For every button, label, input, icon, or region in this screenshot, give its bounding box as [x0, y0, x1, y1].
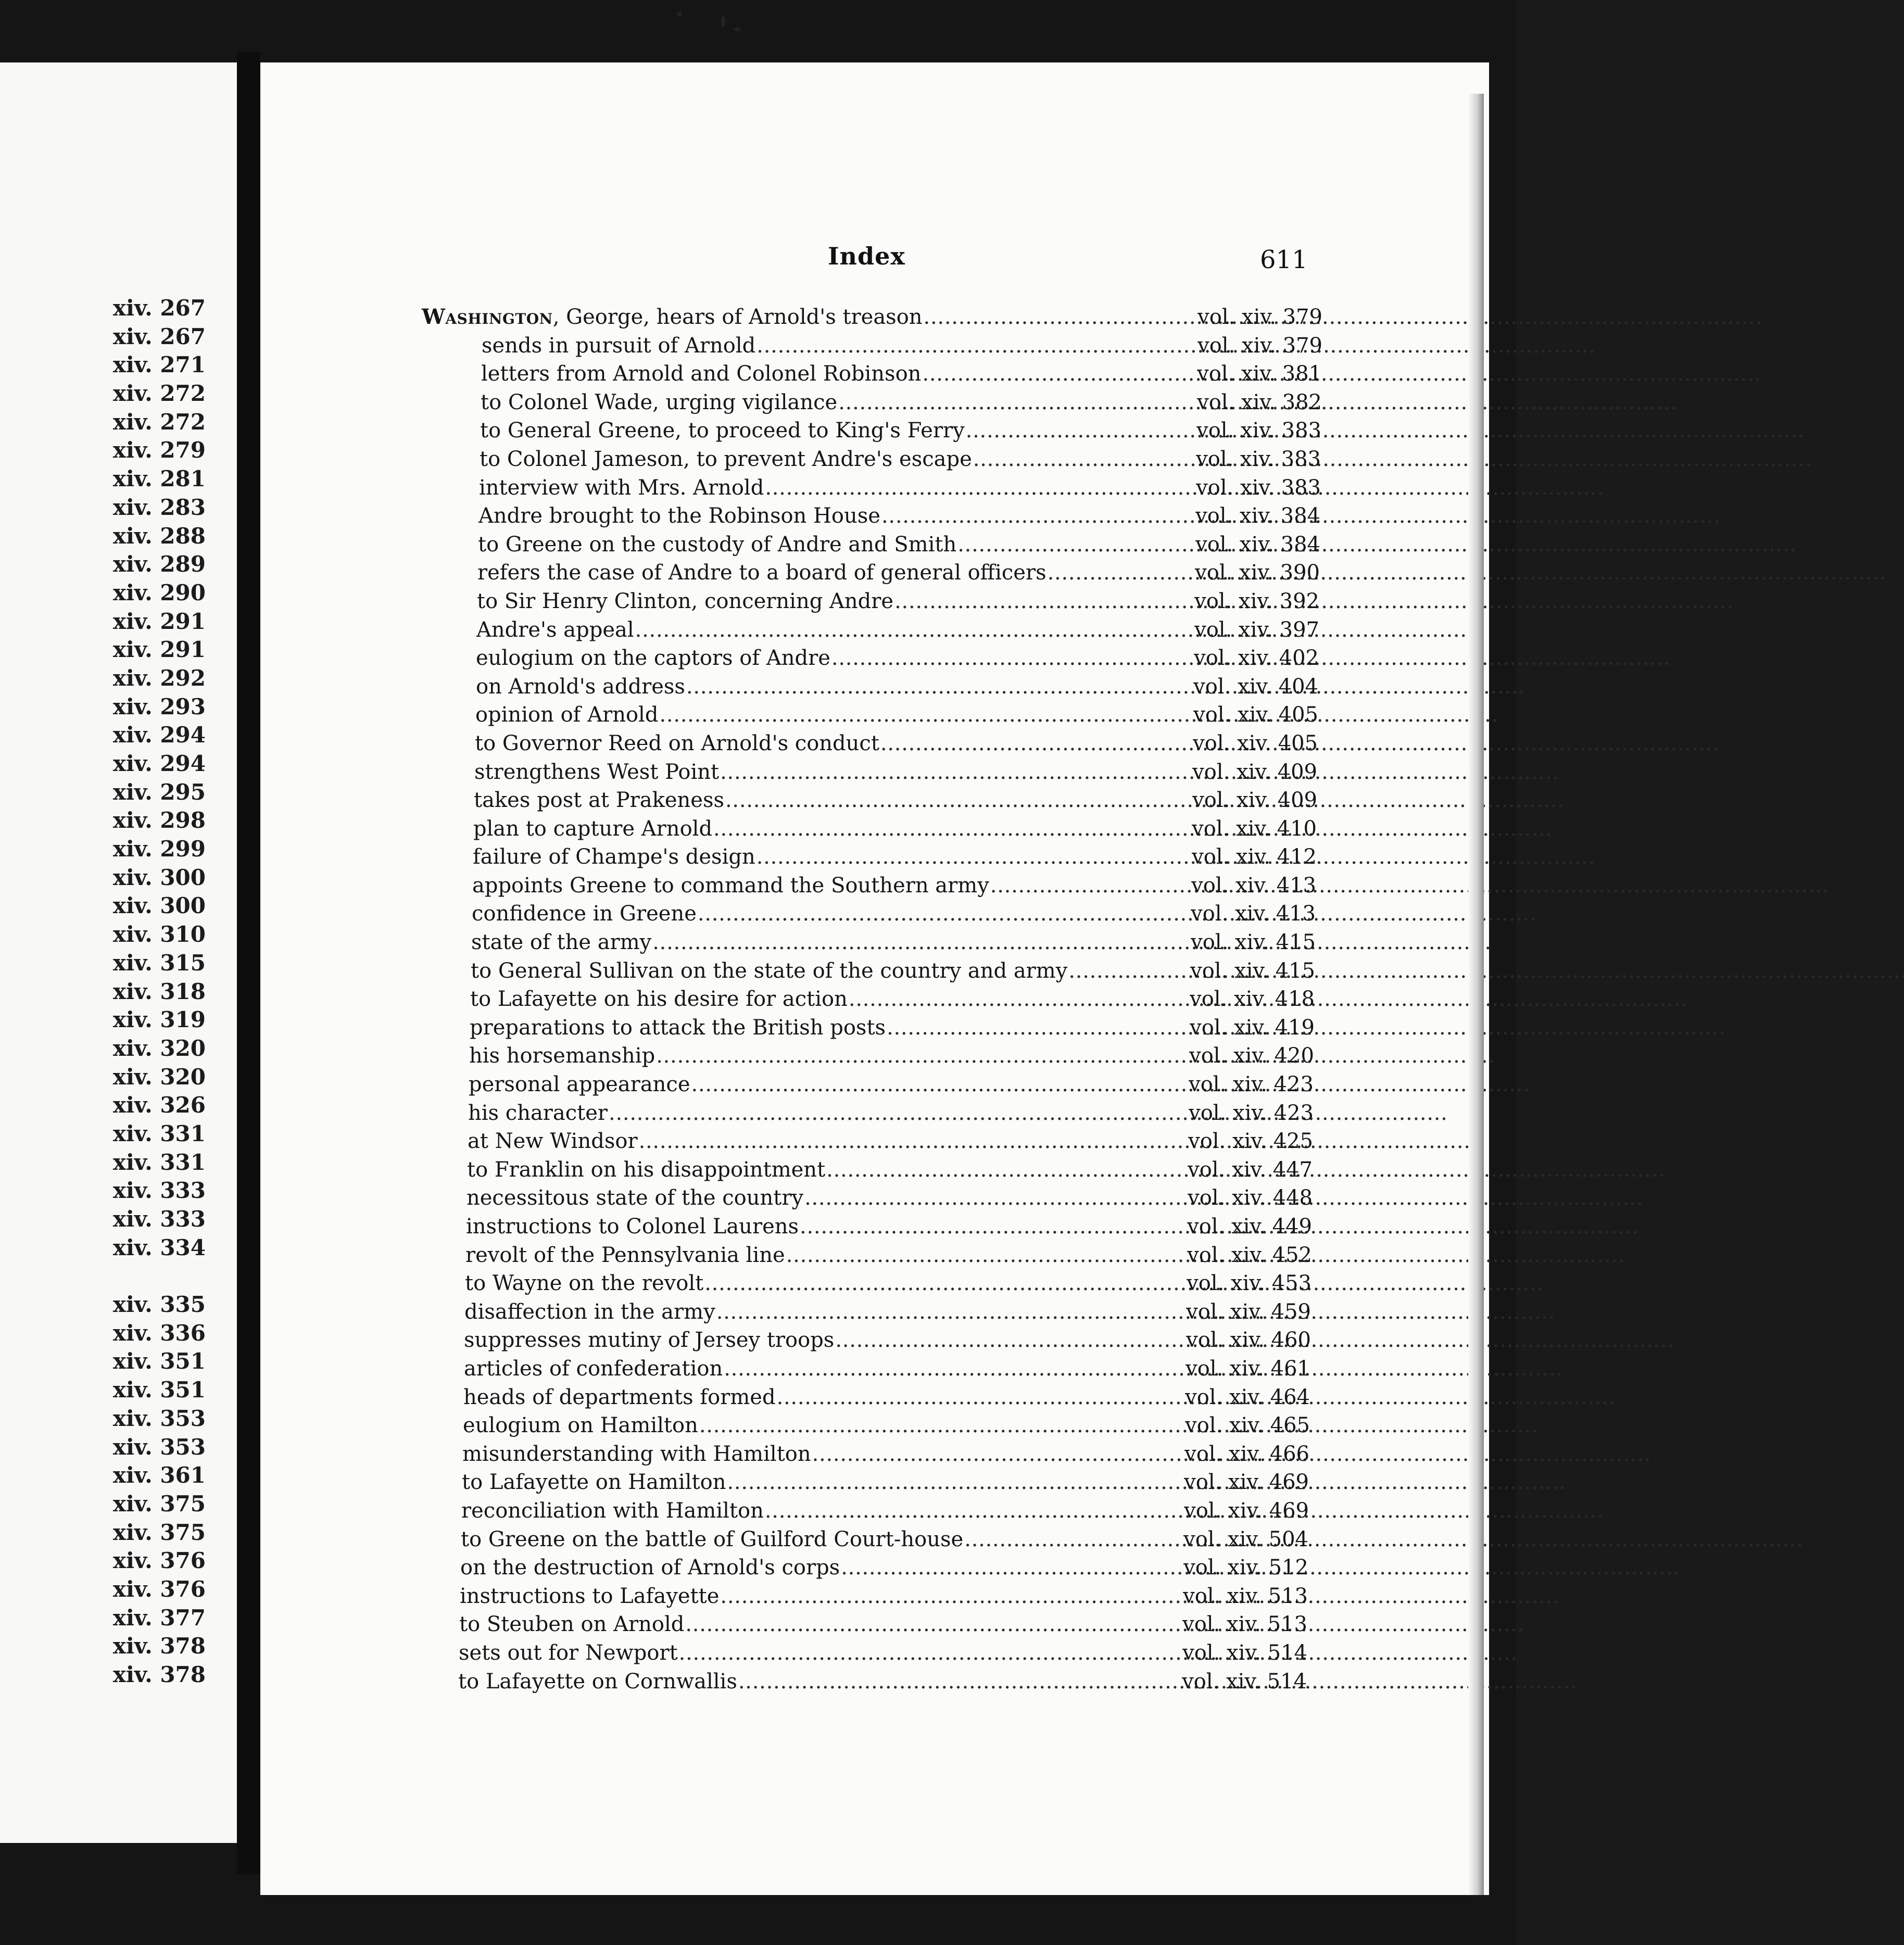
dot-leader [720, 1582, 1182, 1611]
left-page-entry: xiv. 299 [112, 836, 206, 862]
index-body [260, 303, 1489, 1696]
volume-reference: vol. xiv. 461 [1186, 1356, 1310, 1381]
index-entry [260, 360, 1322, 388]
volume-reference: vol. xiv. 392 [1194, 589, 1319, 613]
dot-leader [765, 1497, 1183, 1525]
right-page [260, 62, 1489, 1895]
index-entry-label: articles of confederation [464, 1356, 723, 1381]
index-entry-label: personal appearance [469, 1072, 690, 1097]
index-entry [260, 1298, 1311, 1327]
index-entry [260, 957, 1315, 986]
index-entry-label: on Arnold's address [476, 674, 685, 699]
scan-speck [721, 16, 725, 27]
volume-reference: vol. xiv. 383 [1196, 475, 1321, 500]
left-page-entry: xiv. 300 [112, 864, 206, 890]
left-page-entry: xiv. 333 [112, 1206, 206, 1232]
volume-reference: vol. xiv. 379 [1197, 333, 1322, 358]
dot-leader [727, 1468, 1183, 1497]
dot-leader [609, 1099, 1188, 1128]
heading-rest: , George, hears of Arnold's treason [552, 305, 923, 329]
index-entry-label: failure of Champe's design [473, 845, 755, 869]
volume-reference: vol. xiv. 402 [1194, 646, 1319, 671]
left-page-entry: xiv. 289 [112, 551, 206, 577]
volume-reference: vol. xiv. 469 [1184, 1470, 1309, 1495]
volume-reference: vol. xiv. 513 [1183, 1584, 1308, 1608]
left-page-entry: xiv. 298 [112, 807, 206, 833]
dot-leader [880, 729, 1192, 758]
left-page-entry: xiv. 336 [112, 1320, 206, 1346]
dot-leader [894, 587, 1193, 616]
dot-leader [849, 985, 1189, 1014]
left-page-entry: xiv. 291 [112, 637, 206, 663]
index-entry [260, 616, 1319, 645]
index-entry [260, 1156, 1313, 1184]
left-page-entry: xiv. 335 [112, 1292, 206, 1318]
index-entry-label: eulogium on Hamilton [463, 1413, 698, 1438]
index-entry-label: preparations to attack the British posts [470, 1015, 886, 1040]
volume-reference: vol. xiv. 459 [1186, 1299, 1311, 1324]
volume-reference: vol. xiv. 415 [1190, 958, 1315, 983]
dot-leader [966, 416, 1195, 445]
volume-reference: vol. xiv. 415 [1191, 930, 1316, 955]
volume-reference: vol. xiv. 464 [1185, 1385, 1310, 1409]
index-entry-label: eulogium on the captors of Andre [476, 646, 830, 671]
volume-reference: vol. xiv. 453 [1187, 1271, 1312, 1296]
index-entry-label: necessitous state of the country [466, 1186, 804, 1210]
index-entry-label: to Sir Henry Clinton, concerning Andre [477, 589, 894, 613]
volume-reference: vol. xiv. 405 [1193, 703, 1318, 727]
index-entry-label: sets out for Newport [459, 1640, 678, 1665]
index-entry [260, 1184, 1313, 1213]
volume-reference: vol. xiv. 465 [1185, 1413, 1310, 1438]
left-page-entry: xiv. 315 [112, 950, 206, 976]
volume-reference: vol. xiv. 425 [1188, 1129, 1313, 1154]
volume-reference: vol. xiv. 420 [1189, 1044, 1314, 1068]
dot-leader [973, 445, 1195, 474]
left-page-entry: xiv. 377 [112, 1605, 206, 1631]
dot-leader [685, 1610, 1181, 1639]
index-entry [260, 673, 1318, 701]
index-entry [260, 587, 1319, 616]
volume-reference: vol. xiv. 504 [1183, 1527, 1308, 1551]
left-page-entry: xiv. 378 [112, 1662, 206, 1687]
left-page-entry: xiv. 318 [112, 978, 206, 1004]
dot-leader [835, 1326, 1185, 1355]
dot-leader [639, 1127, 1188, 1156]
index-entry-label: disaffection in the army [464, 1299, 715, 1324]
index-entry-label: Andre's appeal [476, 617, 634, 642]
index-entry [260, 843, 1317, 872]
volume-reference: vol. xiv. 513 [1182, 1612, 1307, 1637]
left-page-entry: xiv. 271 [112, 352, 206, 378]
index-entry [260, 701, 1318, 729]
index-heading-entry [260, 303, 1322, 332]
index-entry [260, 1497, 1309, 1525]
left-page [0, 62, 237, 1843]
dot-leader [756, 843, 1191, 872]
index-entry [260, 928, 1316, 957]
heading-name: Washington [422, 305, 553, 329]
index-entry [260, 1610, 1307, 1639]
index-entry-label: heads of departments formed [463, 1385, 776, 1409]
dot-leader [659, 701, 1192, 729]
index-entry [260, 1127, 1313, 1156]
dot-leader [679, 1639, 1181, 1668]
index-entry-label: revolt of the Pennsylvania line [465, 1243, 785, 1267]
index-entry-label: to General Sullivan on the state of the country and army [471, 958, 1068, 983]
dot-leader [724, 1355, 1184, 1383]
dot-leader [786, 1241, 1186, 1270]
volume-reference: vol. xiv. 413 [1191, 873, 1316, 898]
index-entry [260, 815, 1317, 843]
index-entry [260, 786, 1317, 815]
index-entry [260, 1355, 1310, 1383]
volume-reference: vol. xiv. 409 [1192, 788, 1317, 813]
left-page-entry: xiv. 272 [112, 381, 206, 407]
index-entry [260, 1014, 1315, 1042]
index-entry-label: opinion of Arnold [475, 703, 659, 727]
volume-reference: vol. xiv. 466 [1184, 1442, 1309, 1466]
index-entry [260, 729, 1318, 758]
dot-leader [957, 531, 1194, 559]
volume-reference: vol. xiv. 447 [1188, 1157, 1313, 1182]
left-page-entry: xiv. 293 [112, 693, 206, 719]
index-entry-label: to Governor Reed on Arnold's conduct [475, 731, 879, 755]
volume-reference: vol. xiv. 452 [1187, 1243, 1312, 1267]
left-page-entry: xiv. 267 [112, 323, 206, 349]
index-entry [260, 559, 1320, 587]
page-title: Index [828, 242, 905, 270]
left-page-entry: xiv. 375 [112, 1491, 206, 1517]
dot-leader [725, 786, 1191, 815]
index-entry [260, 1042, 1314, 1070]
index-entry-label: misunderstanding with Hamilton [462, 1442, 811, 1466]
left-page-entry: xiv. 353 [112, 1434, 206, 1460]
left-page-entry: xiv. 267 [112, 295, 206, 321]
volume-reference: vol. xiv. 381 [1197, 362, 1322, 386]
dot-leader [713, 815, 1191, 843]
dot-leader [716, 1298, 1185, 1327]
index-entry [260, 1383, 1310, 1412]
left-page-entry: xiv. 294 [112, 722, 206, 748]
index-entry [260, 644, 1319, 673]
volume-reference: vol. xiv. 405 [1193, 731, 1318, 755]
dot-leader [698, 900, 1190, 928]
index-entry [260, 1241, 1312, 1270]
left-page-entry: xiv. 319 [112, 1007, 206, 1033]
volume-reference: vol. xiv. 514 [1182, 1669, 1307, 1694]
index-entry-label: Andre brought to the Robinson House [478, 504, 880, 528]
left-page-entry: xiv. 281 [112, 466, 206, 492]
dot-leader [922, 360, 1196, 388]
dot-leader [756, 332, 1196, 360]
left-page-entry: xiv. 290 [112, 579, 206, 605]
index-entry-label: to Steuben on Arnold [459, 1612, 685, 1637]
index-entry-label: instructions to Lafayette [460, 1584, 720, 1608]
index-entry-label: suppresses mutiny of Jersey troops [464, 1328, 835, 1353]
scan-speck [734, 27, 740, 31]
index-entry [260, 872, 1316, 900]
dot-leader [990, 872, 1190, 900]
dot-leader [841, 1554, 1182, 1582]
dot-leader [656, 1042, 1188, 1070]
index-entry [260, 1440, 1309, 1469]
left-page-entry: xiv. 331 [112, 1149, 206, 1175]
index-entry [260, 1525, 1308, 1554]
index-entry [260, 1326, 1311, 1355]
index-entry-label: plan to capture Arnold [473, 816, 713, 841]
left-page-entry: xiv. 326 [112, 1092, 206, 1118]
page-header [260, 242, 1489, 284]
left-page-entry: xiv. 361 [112, 1462, 206, 1488]
volume-reference: vol. xiv. 390 [1195, 561, 1320, 585]
index-entry-label: takes post at Prakeness [474, 788, 724, 813]
volume-reference: vol. xiv. 383 [1196, 419, 1321, 443]
index-entry-label: refers the case of Andre to a board of general officers [477, 561, 1046, 585]
left-page-entry: xiv. 283 [112, 494, 206, 520]
index-entry-label: confidence in Greene [472, 902, 697, 926]
index-entry [260, 445, 1321, 474]
left-page-entry: xiv. 351 [112, 1348, 206, 1374]
index-entry [260, 1411, 1310, 1440]
index-entry [260, 416, 1321, 445]
left-page-entry: xiv. 320 [112, 1035, 206, 1061]
dot-leader [1068, 957, 1189, 986]
index-entry [260, 1554, 1308, 1582]
volume-reference: vol. xiv. 410 [1192, 816, 1317, 841]
dot-leader [652, 928, 1190, 957]
index-entry [260, 502, 1320, 531]
volume-reference: vol. xiv. 397 [1194, 617, 1319, 642]
dot-leader [881, 502, 1194, 531]
dot-leader [720, 758, 1191, 787]
dot-leader [838, 388, 1196, 417]
left-page-entry: xiv. 376 [112, 1548, 206, 1574]
dot-leader [1048, 559, 1194, 587]
index-entry [260, 1468, 1309, 1497]
volume-reference: vol. xiv. 512 [1183, 1556, 1308, 1580]
left-page-entry: xiv. 291 [112, 608, 206, 634]
index-entry-label: to Colonel Wade, urging vigilance [481, 390, 838, 414]
dot-leader [812, 1440, 1184, 1469]
dot-leader [765, 474, 1195, 502]
page-edge-shadow [1468, 94, 1484, 1895]
volume-reference: vol. xiv. 413 [1191, 902, 1316, 926]
index-entry-label: to Lafayette on Cornwallis [458, 1669, 737, 1694]
volume-reference: vol. xiv. 384 [1195, 532, 1320, 557]
volume-reference: vol. xiv. 448 [1188, 1186, 1313, 1210]
left-page-entry: xiv. 272 [112, 409, 206, 435]
volume-reference: vol. xiv. 382 [1197, 390, 1322, 414]
index-entry-label: sends in pursuit of Arnold [482, 333, 756, 358]
index-entry [260, 1070, 1314, 1099]
dot-leader [800, 1213, 1186, 1241]
index-entry-label: to Franklin on his disappointment [467, 1157, 826, 1182]
left-page-entry: xiv. 375 [112, 1519, 206, 1545]
index-entry [260, 332, 1322, 360]
index-entry [260, 985, 1315, 1014]
volume-reference: vol. xiv. 409 [1192, 760, 1317, 784]
index-entry [260, 900, 1316, 928]
dot-leader [704, 1269, 1186, 1298]
dot-leader [691, 1070, 1188, 1099]
dot-leader [887, 1014, 1189, 1042]
left-page-entry: xiv. 333 [112, 1178, 206, 1204]
index-entry [260, 388, 1322, 417]
left-page-entry: xiv. 378 [112, 1633, 206, 1659]
index-entry-label: to Colonel Jameson, to prevent Andre's escape [480, 447, 972, 471]
page-number: 611 [1260, 245, 1308, 274]
volume-reference: vol. xiv. 423 [1189, 1101, 1314, 1125]
left-page-entry: xiv. 331 [112, 1120, 206, 1146]
left-page-entry: xiv. 295 [112, 779, 206, 805]
volume-reference: vol. xiv. 423 [1189, 1072, 1314, 1097]
dot-leader [686, 673, 1192, 701]
volume-reference: vol. xiv. 449 [1187, 1215, 1312, 1239]
left-page-entry: xiv. 351 [112, 1377, 206, 1403]
left-page-entry: xiv. 292 [112, 665, 206, 691]
index-entry [260, 1639, 1307, 1668]
index-entry-label: instructions to Colonel Laurens [466, 1215, 799, 1239]
volume-reference: vol. xiv. 514 [1182, 1640, 1307, 1665]
scan-speck [677, 11, 682, 17]
index-entry-label: to Greene on the battle of Guilford Court-house [461, 1527, 964, 1551]
volume-reference: vol. xiv. 404 [1193, 674, 1318, 699]
index-entry-label: reconciliation with Hamilton [461, 1498, 764, 1523]
volume-reference: vol. xiv. 383 [1196, 447, 1321, 471]
dot-leader [738, 1668, 1181, 1696]
left-page-entry: xiv. 376 [112, 1576, 206, 1602]
left-page-entry: xiv. 300 [112, 893, 206, 919]
left-page-entry: xiv. 320 [112, 1064, 206, 1090]
index-entry-label: on the destruction of Arnold's corps [460, 1556, 840, 1580]
index-entry-label: his horsemanship [469, 1044, 655, 1068]
volume-reference: vol. xiv. 379 [1197, 305, 1322, 329]
index-heading-label [422, 303, 923, 332]
dot-leader [699, 1411, 1184, 1440]
left-page-index-column [0, 294, 237, 1689]
volume-reference: vol. xiv. 419 [1190, 1015, 1315, 1040]
index-entry-label: his character [468, 1101, 608, 1125]
dot-leader [924, 303, 1197, 332]
index-entry-label: interview with Mrs. Arnold [479, 475, 764, 500]
left-page-entry [0, 1262, 237, 1291]
left-page-entry: xiv. 334 [112, 1234, 206, 1260]
left-page-entry: xiv. 310 [112, 921, 206, 948]
index-entry-label: strengthens West Point [474, 760, 720, 784]
dot-leader [777, 1383, 1184, 1412]
left-page-entry: xiv. 353 [112, 1405, 206, 1431]
dot-leader [635, 616, 1193, 645]
index-entry-label: to Lafayette on Hamilton [462, 1470, 726, 1495]
dot-leader [804, 1184, 1187, 1213]
index-entry [260, 531, 1320, 559]
volume-reference: vol. xiv. 460 [1186, 1328, 1311, 1353]
index-entry-label: at New Windsor [468, 1129, 638, 1154]
index-entry-label: to Greene on the custody of Andre and Smith [478, 532, 957, 557]
index-entry-label: to Wayne on the revolt [465, 1271, 704, 1296]
index-entry-label: to Lafayette on his desire for action [470, 987, 848, 1012]
dot-leader [826, 1156, 1187, 1184]
left-page-entry: xiv. 288 [112, 523, 206, 549]
index-entry-label: appoints Greene to command the Southern army [472, 873, 989, 898]
index-entry [260, 474, 1321, 502]
book-gutter [237, 52, 260, 1874]
index-entry-label: state of the army [471, 930, 652, 955]
left-page-entry: xiv. 294 [112, 751, 206, 776]
volume-reference: vol. xiv. 412 [1192, 845, 1317, 869]
index-entry [260, 1213, 1312, 1241]
index-entry-label: letters from Arnold and Colonel Robinson [481, 362, 922, 386]
volume-reference: vol. xiv. 469 [1184, 1498, 1309, 1523]
left-page-entry: xiv. 279 [112, 437, 206, 463]
index-entry [260, 1668, 1307, 1696]
dot-leader [964, 1525, 1182, 1554]
dot-leader [831, 644, 1193, 673]
index-entry [260, 758, 1317, 787]
index-entry-label: to General Greene, to proceed to King's Ferry [480, 419, 965, 443]
index-entry [260, 1269, 1312, 1298]
index-entry [260, 1582, 1308, 1611]
index-entry [260, 1099, 1314, 1128]
volume-reference: vol. xiv. 384 [1195, 504, 1320, 528]
volume-reference: vol. xiv. 418 [1190, 987, 1315, 1012]
